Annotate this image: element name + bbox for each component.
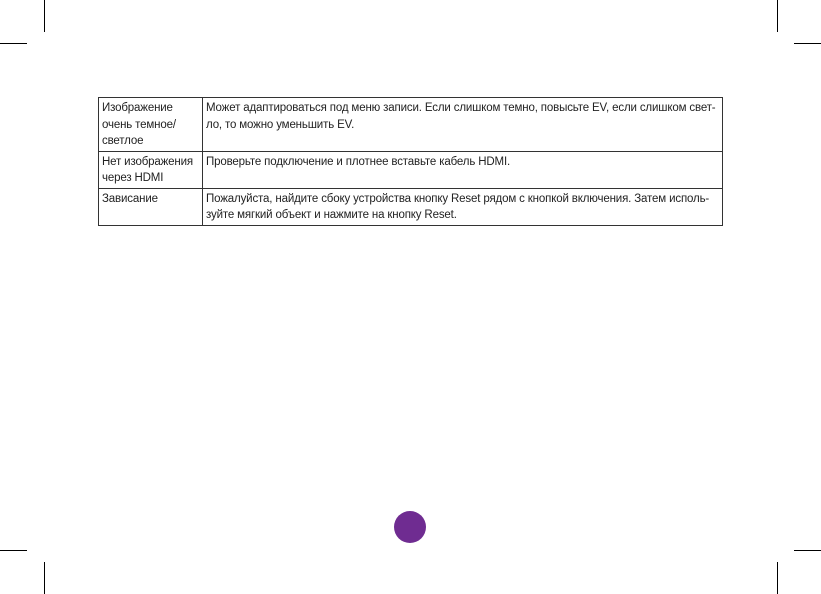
table-row <box>99 151 723 188</box>
table-row <box>99 98 723 152</box>
issue-cell: Изображение очень темное/ светлое <box>99 98 203 152</box>
solution-cell: Пожалуйста, найдите сбоку устройства кнопку Reset рядом с кнопкой включения. Затем исполь-зуйте мягкий объект и нажмите на кнопку Reset. <box>203 188 723 225</box>
crop-mark-bottom-left-vertical <box>44 562 45 594</box>
solution-cell: Проверьте подключение и плотнее вставьте кабель HDMI. <box>203 151 723 188</box>
solution-cell: Может адаптироваться под меню записи. Если слишком темно, повысьте EV, если слишком свет-ло, то можно уменьшить EV. <box>203 98 723 152</box>
page-marker-dot <box>394 511 426 543</box>
crop-mark-top-right-vertical <box>777 0 778 32</box>
crop-mark-bottom-right-vertical <box>777 562 778 594</box>
crop-mark-top-left-horizontal <box>0 43 27 44</box>
issue-cell: Нет изображения через HDMI <box>99 151 203 188</box>
table-row <box>99 188 723 225</box>
troubleshooting-table <box>98 97 723 226</box>
issue-cell: Зависание <box>99 188 203 225</box>
crop-mark-bottom-left-horizontal <box>0 550 27 551</box>
crop-mark-top-left-vertical <box>44 0 45 32</box>
crop-mark-bottom-right-horizontal <box>794 550 821 551</box>
crop-mark-top-right-horizontal <box>794 43 821 44</box>
